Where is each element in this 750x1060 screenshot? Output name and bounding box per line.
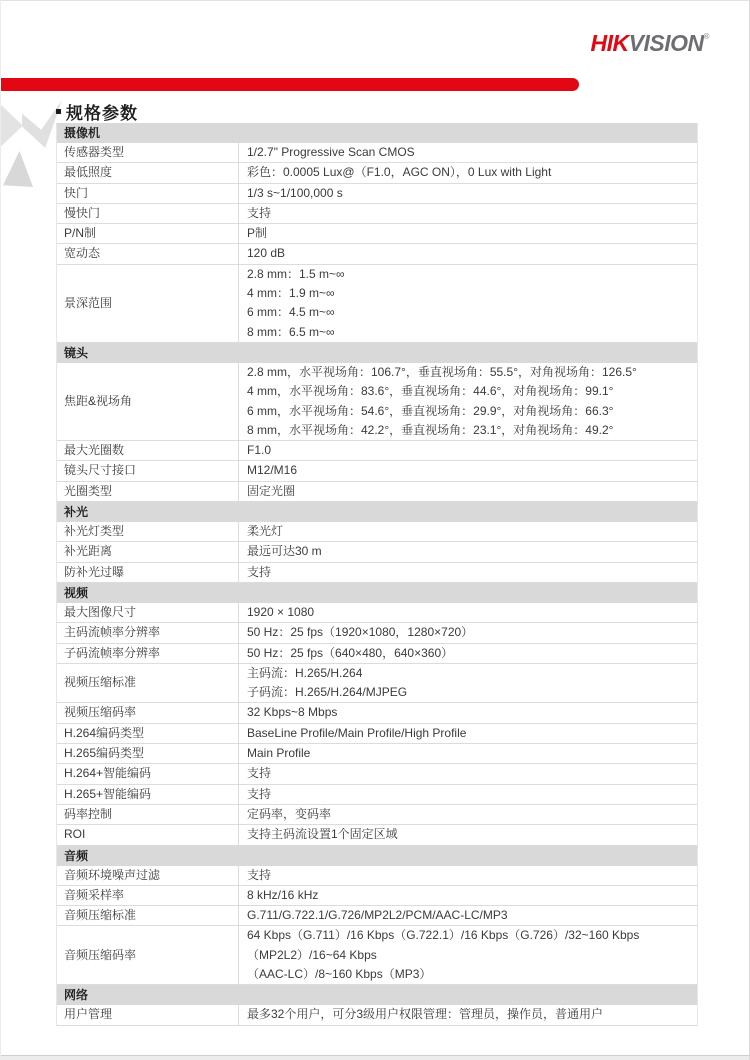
table-row	[57, 563, 697, 583]
table-row	[57, 825, 697, 845]
spec-value-line: 50 Hz：25 fps（640×480，640×360）	[247, 645, 454, 660]
spec-label: 码率控制	[57, 805, 239, 824]
table-row	[57, 644, 697, 664]
spec-value-line: 6 mm：4.5 m~∞	[247, 305, 335, 320]
spec-value	[239, 224, 697, 243]
spec-value-line: 8 kHz/16 kHz	[247, 887, 319, 902]
spec-value-line: （AAC-LC）/8~160 Kbps（MP3）	[247, 966, 432, 981]
spec-label: 补光距离	[57, 542, 239, 561]
spec-value	[239, 204, 697, 223]
spec-label: 用户管理	[57, 1005, 239, 1024]
spec-label: H.264+智能编码	[57, 764, 239, 783]
spec-value-line: 最远可达30 m	[247, 544, 322, 559]
page-title	[56, 99, 138, 124]
spec-value	[239, 926, 697, 984]
spec-label: 镜头尺寸接口	[57, 461, 239, 480]
spec-label: 传感器类型	[57, 143, 239, 162]
title-bullet-icon	[56, 109, 61, 114]
table-row	[57, 163, 697, 183]
spec-value	[239, 724, 697, 743]
table-row	[57, 204, 697, 224]
spec-value-line: 支持	[247, 786, 272, 801]
logo-vision-text: VISION	[628, 30, 704, 56]
spec-label: 最大图像尺寸	[57, 603, 239, 622]
spec-value	[239, 744, 697, 763]
spec-value-line: BaseLine Profile/Main Profile/High Profile	[247, 725, 467, 740]
table-row	[57, 224, 697, 244]
table-row	[57, 623, 697, 643]
spec-value	[239, 906, 697, 925]
spec-value-line: 4 mm，水平视场角：83.6°，垂直视场角：44.6°，对角视场角：99.1°	[247, 384, 614, 399]
spec-value	[239, 805, 697, 824]
page-title-text: 规格参数	[66, 104, 138, 123]
table-row	[57, 461, 697, 481]
spec-value-line: 2.8 mm：1.5 m~∞	[247, 266, 345, 281]
spec-value-line: 8 mm：6.5 m~∞	[247, 324, 335, 339]
table-row	[57, 184, 697, 204]
spec-value-line: 1/2.7" Progressive Scan CMOS	[247, 145, 415, 159]
spec-value-line: M12/M16	[247, 463, 298, 478]
spec-value-line: 固定光圈	[247, 483, 296, 498]
spec-value	[239, 482, 697, 501]
spec-value-line: Main Profile	[247, 746, 311, 761]
table-row	[57, 906, 697, 926]
spec-label: 宽动态	[57, 244, 239, 263]
spec-value	[239, 603, 697, 622]
spec-value	[239, 542, 697, 561]
spec-value	[239, 522, 697, 541]
spec-value-line: 8 mm，水平视场角：42.2°，垂直视场角：23.1°，对角视场角：49.2°	[247, 422, 614, 437]
spec-value-line: 支持主码流设置1个固定区域	[247, 827, 398, 842]
table-row	[57, 441, 697, 461]
spec-label: 补光灯类型	[57, 522, 239, 541]
table-row	[57, 664, 697, 704]
logo-hik-text: HIK	[590, 30, 629, 56]
spec-label: 景深范围	[57, 265, 239, 342]
spec-value-line: 最多32个用户，可分3级用户权限管理：管理员，操作员，普通用户	[247, 1007, 604, 1022]
spec-value-line: 120 dB	[247, 246, 286, 261]
spec-label: 音频压缩标准	[57, 906, 239, 925]
accent-red-bar	[1, 78, 579, 91]
spec-value	[239, 703, 697, 722]
spec-label: 视频压缩码率	[57, 703, 239, 722]
section-header: 镜头	[57, 343, 697, 363]
spec-value-line: 支持	[247, 564, 272, 579]
table-row	[57, 542, 697, 562]
table-row	[57, 926, 697, 985]
section-header: 音频	[57, 846, 697, 866]
spec-value-line: 支持	[247, 205, 272, 220]
spec-value-line: 子码流：H.265/H.264/MJPEG	[247, 685, 408, 700]
spec-value	[239, 184, 697, 203]
spec-value-line: 6 mm，水平视场角：54.6°，垂直视场角：29.9°，对角视场角：66.3°	[247, 403, 614, 418]
spec-label: H.265+智能编码	[57, 785, 239, 804]
spec-label: 光圈类型	[57, 482, 239, 501]
spec-label: H.265编码类型	[57, 744, 239, 763]
spec-value-line: 支持	[247, 867, 272, 882]
section-header: 摄像机	[57, 123, 697, 143]
spec-value-line: 定码率，变码率	[247, 806, 332, 821]
table-row	[57, 703, 697, 723]
spec-label: 焦距&视场角	[57, 363, 239, 440]
spec-value-line: 支持	[247, 766, 272, 781]
hikvision-logo	[591, 32, 710, 54]
spec-value-line: 64 Kbps（G.711）/16 Kbps（G.722.1）/16 Kbps（G.726）/32~160 Kbps（MP2L2）/16~64 Kbps	[247, 928, 640, 962]
spec-value-line: F1.0	[247, 443, 272, 458]
spec-value-line: 1920 × 1080	[247, 604, 315, 619]
spec-value	[239, 785, 697, 804]
spec-value	[239, 265, 697, 342]
footer-strip	[1, 1055, 750, 1060]
table-row	[57, 363, 697, 441]
spec-value	[239, 886, 697, 905]
spec-value-line: 柔光灯	[247, 524, 284, 539]
spec-label: 主码流帧率分辨率	[57, 623, 239, 642]
spec-value	[239, 664, 697, 703]
watermark-shape	[1, 105, 23, 151]
spec-value-line: 主码流：H.265/H.264	[247, 665, 363, 680]
spec-value	[239, 244, 697, 263]
table-row	[57, 886, 697, 906]
spec-value-line: P制	[247, 226, 268, 241]
spec-label: 最大光圈数	[57, 441, 239, 460]
spec-label: 音频采样率	[57, 886, 239, 905]
spec-value	[239, 143, 697, 162]
spec-label: 音频压缩码率	[57, 926, 239, 984]
spec-label: ROI	[57, 825, 239, 844]
table-row	[57, 764, 697, 784]
spec-value	[239, 441, 697, 460]
spec-value-line: 50 Hz：25 fps（1920×1080，1280×720）	[247, 625, 474, 640]
spec-value-line: 32 Kbps~8 Mbps	[247, 705, 338, 720]
spec-value	[239, 363, 697, 440]
watermark-shape	[3, 151, 33, 187]
table-row	[57, 805, 697, 825]
spec-value-line: 1/3 s~1/100,000 s	[247, 185, 343, 200]
spec-value	[239, 825, 697, 844]
spec-value-line: 2.8 mm，水平视场角：106.7°，垂直视场角：55.5°，对角视场角：126.5°	[247, 364, 637, 379]
section-header: 补光	[57, 502, 697, 522]
spec-label: P/N制	[57, 224, 239, 243]
spec-value	[239, 1005, 697, 1024]
table-row	[57, 785, 697, 805]
table-row	[57, 866, 697, 886]
spec-value	[239, 623, 697, 642]
table-row	[57, 744, 697, 764]
spec-value	[239, 764, 697, 783]
spec-label: 快门	[57, 184, 239, 203]
spec-label: 子码流帧率分辨率	[57, 644, 239, 663]
spec-label: 视频压缩标准	[57, 664, 239, 703]
spec-label: 最低照度	[57, 163, 239, 182]
spec-table	[56, 123, 698, 1026]
registered-mark: ®	[703, 32, 709, 41]
spec-value-line: G.711/G.722.1/G.726/MP2L2/PCM/AAC-LC/MP3	[247, 908, 508, 923]
table-row	[57, 724, 697, 744]
section-header: 网络	[57, 985, 697, 1005]
spec-label: H.264编码类型	[57, 724, 239, 743]
table-row	[57, 265, 697, 343]
spec-value-line: 彩色：0.0005 Lux@（F1.0，AGC ON），0 Lux with Light	[247, 165, 552, 180]
spec-label: 音频环境噪声过滤	[57, 866, 239, 885]
spec-label: 慢快门	[57, 204, 239, 223]
table-row	[57, 1005, 697, 1025]
spec-value	[239, 563, 697, 582]
spec-value	[239, 461, 697, 480]
spec-value	[239, 644, 697, 663]
table-row	[57, 603, 697, 623]
spec-value-line: 4 mm：1.9 m~∞	[247, 286, 335, 301]
table-row	[57, 522, 697, 542]
table-row	[57, 143, 697, 163]
spec-value	[239, 866, 697, 885]
table-row	[57, 244, 697, 264]
spec-value	[239, 163, 697, 182]
section-header: 视频	[57, 583, 697, 603]
table-row	[57, 482, 697, 502]
spec-label: 防补光过曝	[57, 563, 239, 582]
